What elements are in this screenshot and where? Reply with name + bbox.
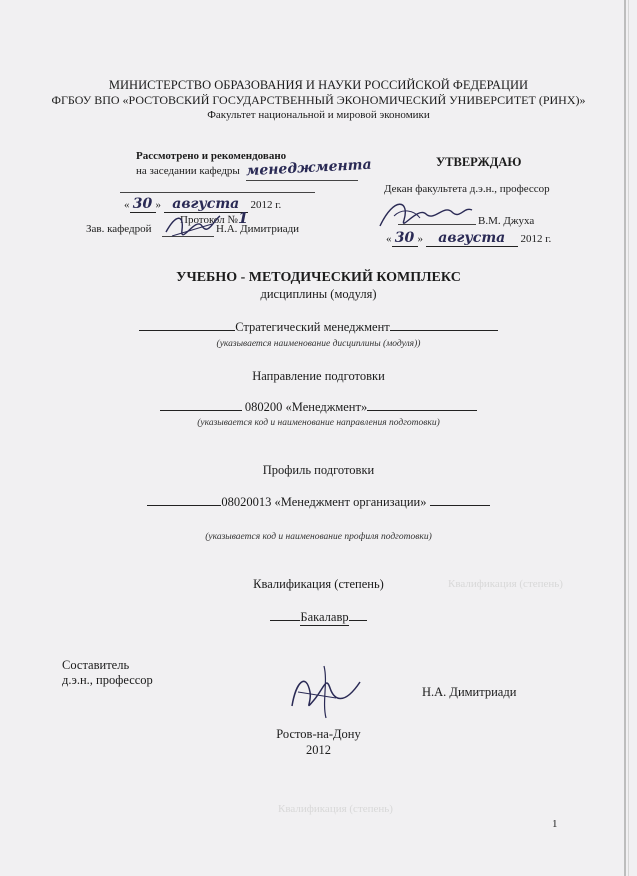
- approve-title: УТВЕРЖДАЮ: [436, 155, 522, 169]
- dean-title: Декан факультета д.э.н., профессор: [384, 183, 550, 195]
- direction-value: 080200 «Менеджмент»: [244, 400, 368, 414]
- date-close-quote: »: [417, 233, 423, 245]
- head-signature: [162, 210, 222, 240]
- author-name: Н.А. Димитриади: [422, 685, 517, 699]
- page-number: 1: [552, 818, 558, 830]
- blank-line: [120, 192, 315, 193]
- head-label: Зав. кафедрой: [86, 223, 152, 235]
- ghost-text: Квалификация (степень): [448, 578, 563, 590]
- date-year: 2012 г.: [250, 199, 282, 211]
- direction-hint: (указывается код и наименование направления подготовки): [197, 418, 440, 428]
- university-line: ФГБОУ ВПО «РОСТОВСКИЙ ГОСУДАРСТВЕННЫЙ ЭКОНОМИЧЕСКИЙ УНИВЕРСИТЕТ (РИНХ)»: [51, 93, 586, 107]
- qualification-label: Квалификация (степень): [253, 577, 384, 591]
- discipline-row: [0, 320, 637, 335]
- dept-meeting-label: на заседании кафедры: [136, 165, 240, 177]
- discipline-hint: (указывается наименование дисциплины (модуля)): [216, 339, 421, 349]
- profile-label: Профиль подготовки: [262, 463, 375, 477]
- direction-label: Направление подготовки: [252, 369, 385, 383]
- direction-blank-left: [160, 410, 242, 411]
- direction-row: [0, 400, 637, 415]
- qualification-blank-right: [349, 620, 367, 621]
- doc-title: УЧЕБНО - МЕТОДИЧЕСКИЙ КОМПЛЕКС: [176, 270, 461, 285]
- date-month: августа: [164, 196, 248, 213]
- dept-underline: [246, 180, 358, 181]
- faculty-line: Факультет национальной и мировой экономики: [207, 109, 430, 121]
- ghost-text-bottom: Квалификация (степень): [278, 803, 393, 815]
- date-open-quote: «: [124, 199, 130, 211]
- date-day: 30: [392, 230, 418, 247]
- dean-name: В.М. Джуха: [478, 215, 535, 227]
- date-day: 30: [130, 196, 156, 213]
- profile-blank-right: [430, 505, 490, 506]
- profile-value: 08020013 «Менеджмент организации»: [221, 495, 427, 509]
- profile-blank-left: [147, 505, 221, 506]
- discipline-value: Стратегический менеджмент: [235, 320, 390, 334]
- qualification-row: [0, 610, 637, 626]
- author-degree: д.э.н., профессор: [62, 673, 153, 687]
- city: Ростов-на-Дону: [276, 727, 361, 741]
- date-year: 2012 г.: [520, 233, 552, 245]
- profile-hint: (указывается код и наименование профиля подготовки): [205, 532, 432, 542]
- author-signature: [284, 662, 364, 722]
- date-close-quote: »: [155, 199, 161, 211]
- discipline-blank-left: [139, 330, 235, 331]
- ministry-line: МИНИСТЕРСТВО ОБРАЗОВАНИЯ И НАУКИ РОССИЙСКОЙ ФЕДЕРАЦИИ: [108, 78, 529, 92]
- dept-handwritten: менеджмента: [245, 156, 372, 180]
- year: 2012: [306, 743, 331, 757]
- discipline-blank-right: [390, 330, 498, 331]
- author-label: Составитель: [62, 658, 130, 672]
- date-open-quote: «: [386, 233, 392, 245]
- protocol-label: Протокол №: [180, 214, 238, 226]
- date-month: августа: [426, 230, 518, 247]
- qualification-value: Бакалавр: [300, 610, 349, 624]
- right-date-row: [386, 230, 551, 247]
- protocol-number: 1: [237, 209, 249, 227]
- review-title: Рассмотрено и рекомендовано: [136, 150, 287, 162]
- dean-signature-line: [398, 224, 476, 225]
- qualification-blank-left: [270, 620, 300, 621]
- head-name: Н.А. Димитриади: [216, 223, 300, 235]
- profile-row: [0, 495, 637, 510]
- direction-blank-right: [367, 410, 477, 411]
- doc-subtitle: дисциплины (модуля): [260, 287, 377, 301]
